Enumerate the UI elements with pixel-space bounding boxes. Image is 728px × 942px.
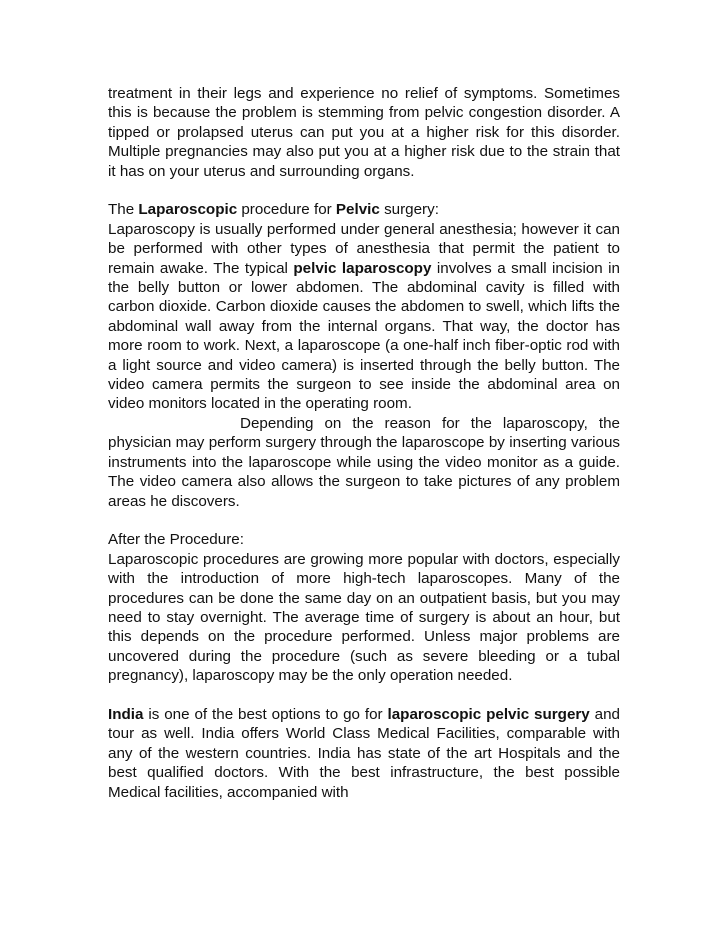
heading-text: procedure for <box>237 201 336 219</box>
paragraph-text: Laparoscopy is usually performed under general anesthesia; however it can be performed with other types of anesthesia that permit the patient to remain awake. The typical <box>108 220 620 277</box>
document-page <box>108 84 620 802</box>
heading-bold-pelvic: Pelvic <box>335 201 380 219</box>
paragraph-surgery-through-laparoscope: Depending on the reason for the laparoscopy, the physician may perform surgery through the laparoscope by inserting various instruments into the laparoscope while using the video monitor as a guide. The video camera also allows the surgeon to take pictures of any problem areas he discovers. <box>108 414 620 510</box>
paragraph-symptoms: treatment in their legs and experience no relief of symptoms. Sometimes this is because the problem is stemming from pelvic congestion disorder. A tipped or prolapsed uterus can put you at a higher risk for this disorder. Multiple pregnancies may also put you at a higher risk due to the strain that it has on your uterus and surrounding organs. <box>108 85 620 180</box>
paragraph-laparoscopy-description <box>108 220 620 414</box>
bold-india: India <box>108 705 144 723</box>
paragraph-text: involves a small incision in the belly button or lower abdomen. The abdominal cavity is filled with carbon dioxide. Carbon dioxide causes the abdomen to swell, which lifts the abdominal wall away from the internal organs. That way, the doctor has more room to work. Next, a laparoscope (a one-half inch fiber-optic rod with a light source and video camera) is inserted through the belly button. The video camera permits the surgeon to see inside the abdominal area on video monitors located in the operating room. <box>108 259 621 413</box>
heading-text: surgery: <box>379 201 439 219</box>
paragraph-text: and tour as well. India offers World Class Medical Facilities, comparable with any of the western countries. India has state of the art Hospitals and the best qualified doctors. With the best infrastructure, the best possible Medical facilities, accompanied with <box>108 705 621 801</box>
paragraph-gap <box>108 181 620 200</box>
bold-laparoscopic-pelvic-surgery: laparoscopic pelvic surgery <box>387 705 590 723</box>
paragraph-text: is one of the best options to go for <box>143 705 388 723</box>
paragraph-gap <box>108 511 620 530</box>
section-heading-laparoscopic-procedure <box>108 200 620 219</box>
heading-bold-laparoscopic: Laparoscopic <box>138 201 238 219</box>
paragraph-gap <box>108 686 620 705</box>
paragraph-india <box>108 705 620 802</box>
section-heading-after-procedure: After the Procedure: <box>108 531 244 549</box>
heading-text: The <box>108 201 139 219</box>
bold-pelvic-laparoscopy: pelvic laparoscopy <box>293 259 432 277</box>
paragraph-after-procedure: Laparoscopic procedures are growing more popular with doctors, especially with the introduction of more high-tech laparoscopes. Many of the procedures can be done the same day on an outpatient basis, but you may need to stay overnight. The average time of surgery is about an hour, but this depends on the procedure performed. Unless major problems are uncovered during the procedure (such as severe bleeding or a tubal pregnancy), laparoscopy may be the only operation needed. <box>108 550 620 685</box>
